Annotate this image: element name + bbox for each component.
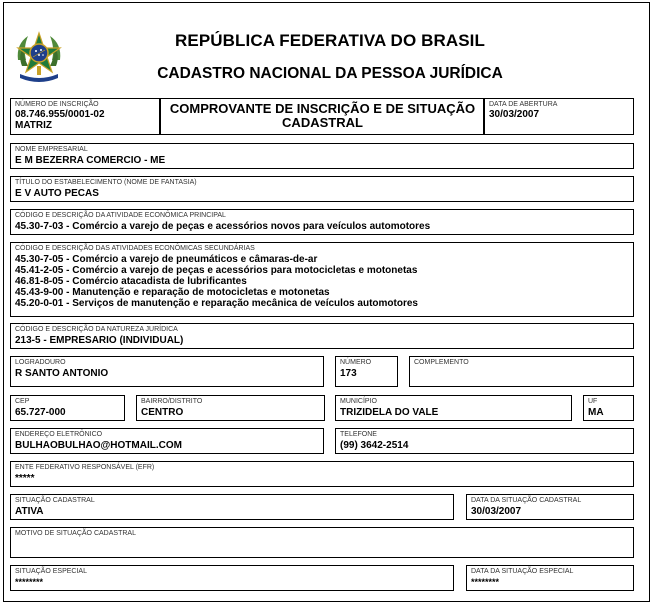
fantasia-label: TÍTULO DO ESTABELECIMENTO (NOME DE FANTASIA): [15, 179, 197, 186]
numero-label: NÚMERO: [340, 359, 372, 366]
cep-label: CEP: [15, 398, 30, 405]
motivo-label: MOTIVO DE SITUAÇÃO CADASTRAL: [15, 530, 136, 537]
header-title: REPÚBLICA FEDERATIVA DO BRASIL: [175, 31, 485, 50]
uf-box: [583, 395, 634, 421]
municipio-value: TRIZIDELA DO VALE: [340, 407, 439, 418]
abertura-label: DATA DE ABERTURA: [489, 101, 558, 108]
fantasia-box: [10, 176, 634, 202]
bairro-value: CENTRO: [141, 407, 184, 418]
inscricao-type: MATRIZ: [15, 120, 53, 131]
nome-empresarial-label: NOME EMPRESARIAL: [15, 146, 88, 153]
data-situacao-value: 30/03/2007: [471, 506, 522, 517]
header-subtitle: CADASTRO NACIONAL DA PESSOA JURÍDICA: [157, 65, 503, 82]
efr-value: *****: [15, 473, 35, 484]
efr-box: [10, 461, 634, 487]
natureza-juridica-box: [10, 323, 634, 349]
atividade-principal-box: [10, 209, 634, 235]
situacao-box: [10, 494, 454, 520]
natureza-juridica-label: CÓDIGO E DESCRIÇÃO DA NATUREZA JURÍDICA: [15, 326, 178, 333]
brazil-coat-of-arms-icon: [14, 30, 64, 84]
situacao-value: ATIVA: [15, 506, 44, 517]
logradouro-label: LOGRADOURO: [15, 359, 66, 366]
uf-value: MA: [588, 407, 604, 418]
data-situacao-especial-box: [466, 565, 634, 591]
abertura-box: [484, 98, 634, 135]
atividade-secundaria-item: 45.43-9-00 - Manutenção e reparação de motocicletas e motonetas: [15, 287, 330, 298]
nome-empresarial-value: E M BEZERRA COMERCIO - ME: [15, 155, 166, 166]
natureza-juridica-value: 213-5 - EMPRESARIO (INDIVIDUAL): [15, 335, 184, 346]
atividade-secundaria-item: 45.30-7-05 - Comércio a varejo de pneumáticos e câmaras-de-ar: [15, 254, 318, 265]
numero-value: 173: [340, 368, 357, 379]
situacao-especial-value: ********: [15, 577, 44, 587]
complemento-label: COMPLEMENTO: [414, 359, 469, 366]
fantasia-value: E V AUTO PECAS: [15, 188, 99, 199]
atividades-secundarias-box: [10, 242, 634, 317]
bairro-box: [136, 395, 325, 421]
efr-label: ENTE FEDERATIVO RESPONSÁVEL (EFR): [15, 464, 155, 471]
situacao-label: SITUAÇÃO CADASTRAL: [15, 497, 95, 504]
situacao-especial-label: SITUAÇÃO ESPECIAL: [15, 568, 87, 575]
data-situacao-box: [466, 494, 634, 520]
telefone-box: [335, 428, 634, 454]
comprovante-title: COMPROVANTE DE INSCRIÇÃO E DE SITUAÇÃO CADASTRAL: [160, 98, 484, 135]
bairro-label: BAIRRO/DISTRITO: [141, 398, 203, 405]
atividade-secundaria-item: 45.20-0-01 - Serviços de manutenção e reparação mecânica de veículos automotores: [15, 298, 418, 309]
email-value: BULHAOBULHAO@HOTMAIL.COM: [15, 440, 182, 451]
email-box: [10, 428, 324, 454]
logradouro-value: R SANTO ANTONIO: [15, 368, 109, 379]
atividade-principal-label: CÓDIGO E DESCRIÇÃO DA ATIVIDADE ECONÔMICA PRINCIPAL: [15, 212, 226, 219]
situacao-especial-box: [10, 565, 454, 591]
atividade-secundaria-item: 45.41-2-05 - Comércio a varejo de peças e acessórios para motocicletas e motonetas: [15, 265, 418, 276]
telefone-value: (99) 3642-2514: [340, 440, 409, 451]
logradouro-box: [10, 356, 324, 387]
data-situacao-especial-label: DATA DA SITUAÇÃO ESPECIAL: [471, 568, 574, 575]
telefone-label: TELEFONE: [340, 431, 377, 438]
numero-box: [335, 356, 398, 387]
email-label: ENDEREÇO ELETRÔNICO: [15, 431, 103, 438]
atividade-secundaria-item: 46.81-8-05 - Comércio atacadista de lubrificantes: [15, 276, 247, 287]
municipio-box: [335, 395, 572, 421]
cep-value: 65.727-000: [15, 407, 66, 418]
complemento-box: [409, 356, 634, 387]
cep-box: [10, 395, 125, 421]
inscricao-label: NÚMERO DE INSCRIÇÃO: [15, 101, 99, 108]
abertura-value: 30/03/2007: [489, 109, 540, 120]
nome-empresarial-box: [10, 143, 634, 169]
inscricao-value: 08.746.955/0001-02: [15, 109, 105, 120]
data-situacao-especial-value: ********: [471, 577, 500, 587]
motivo-box: [10, 527, 634, 558]
inscricao-box: [10, 98, 160, 135]
atividade-principal-value: 45.30-7-03 - Comércio a varejo de peças e acessórios novos para veículos automotores: [15, 221, 431, 232]
uf-label: UF: [588, 398, 598, 405]
data-situacao-label: DATA DA SITUAÇÃO CADASTRAL: [471, 497, 582, 504]
municipio-label: MUNICÍPIO: [340, 398, 377, 405]
atividades-secundarias-label: CÓDIGO E DESCRIÇÃO DAS ATIVIDADES ECONÔMICAS SECUNDÁRIAS: [15, 245, 255, 252]
